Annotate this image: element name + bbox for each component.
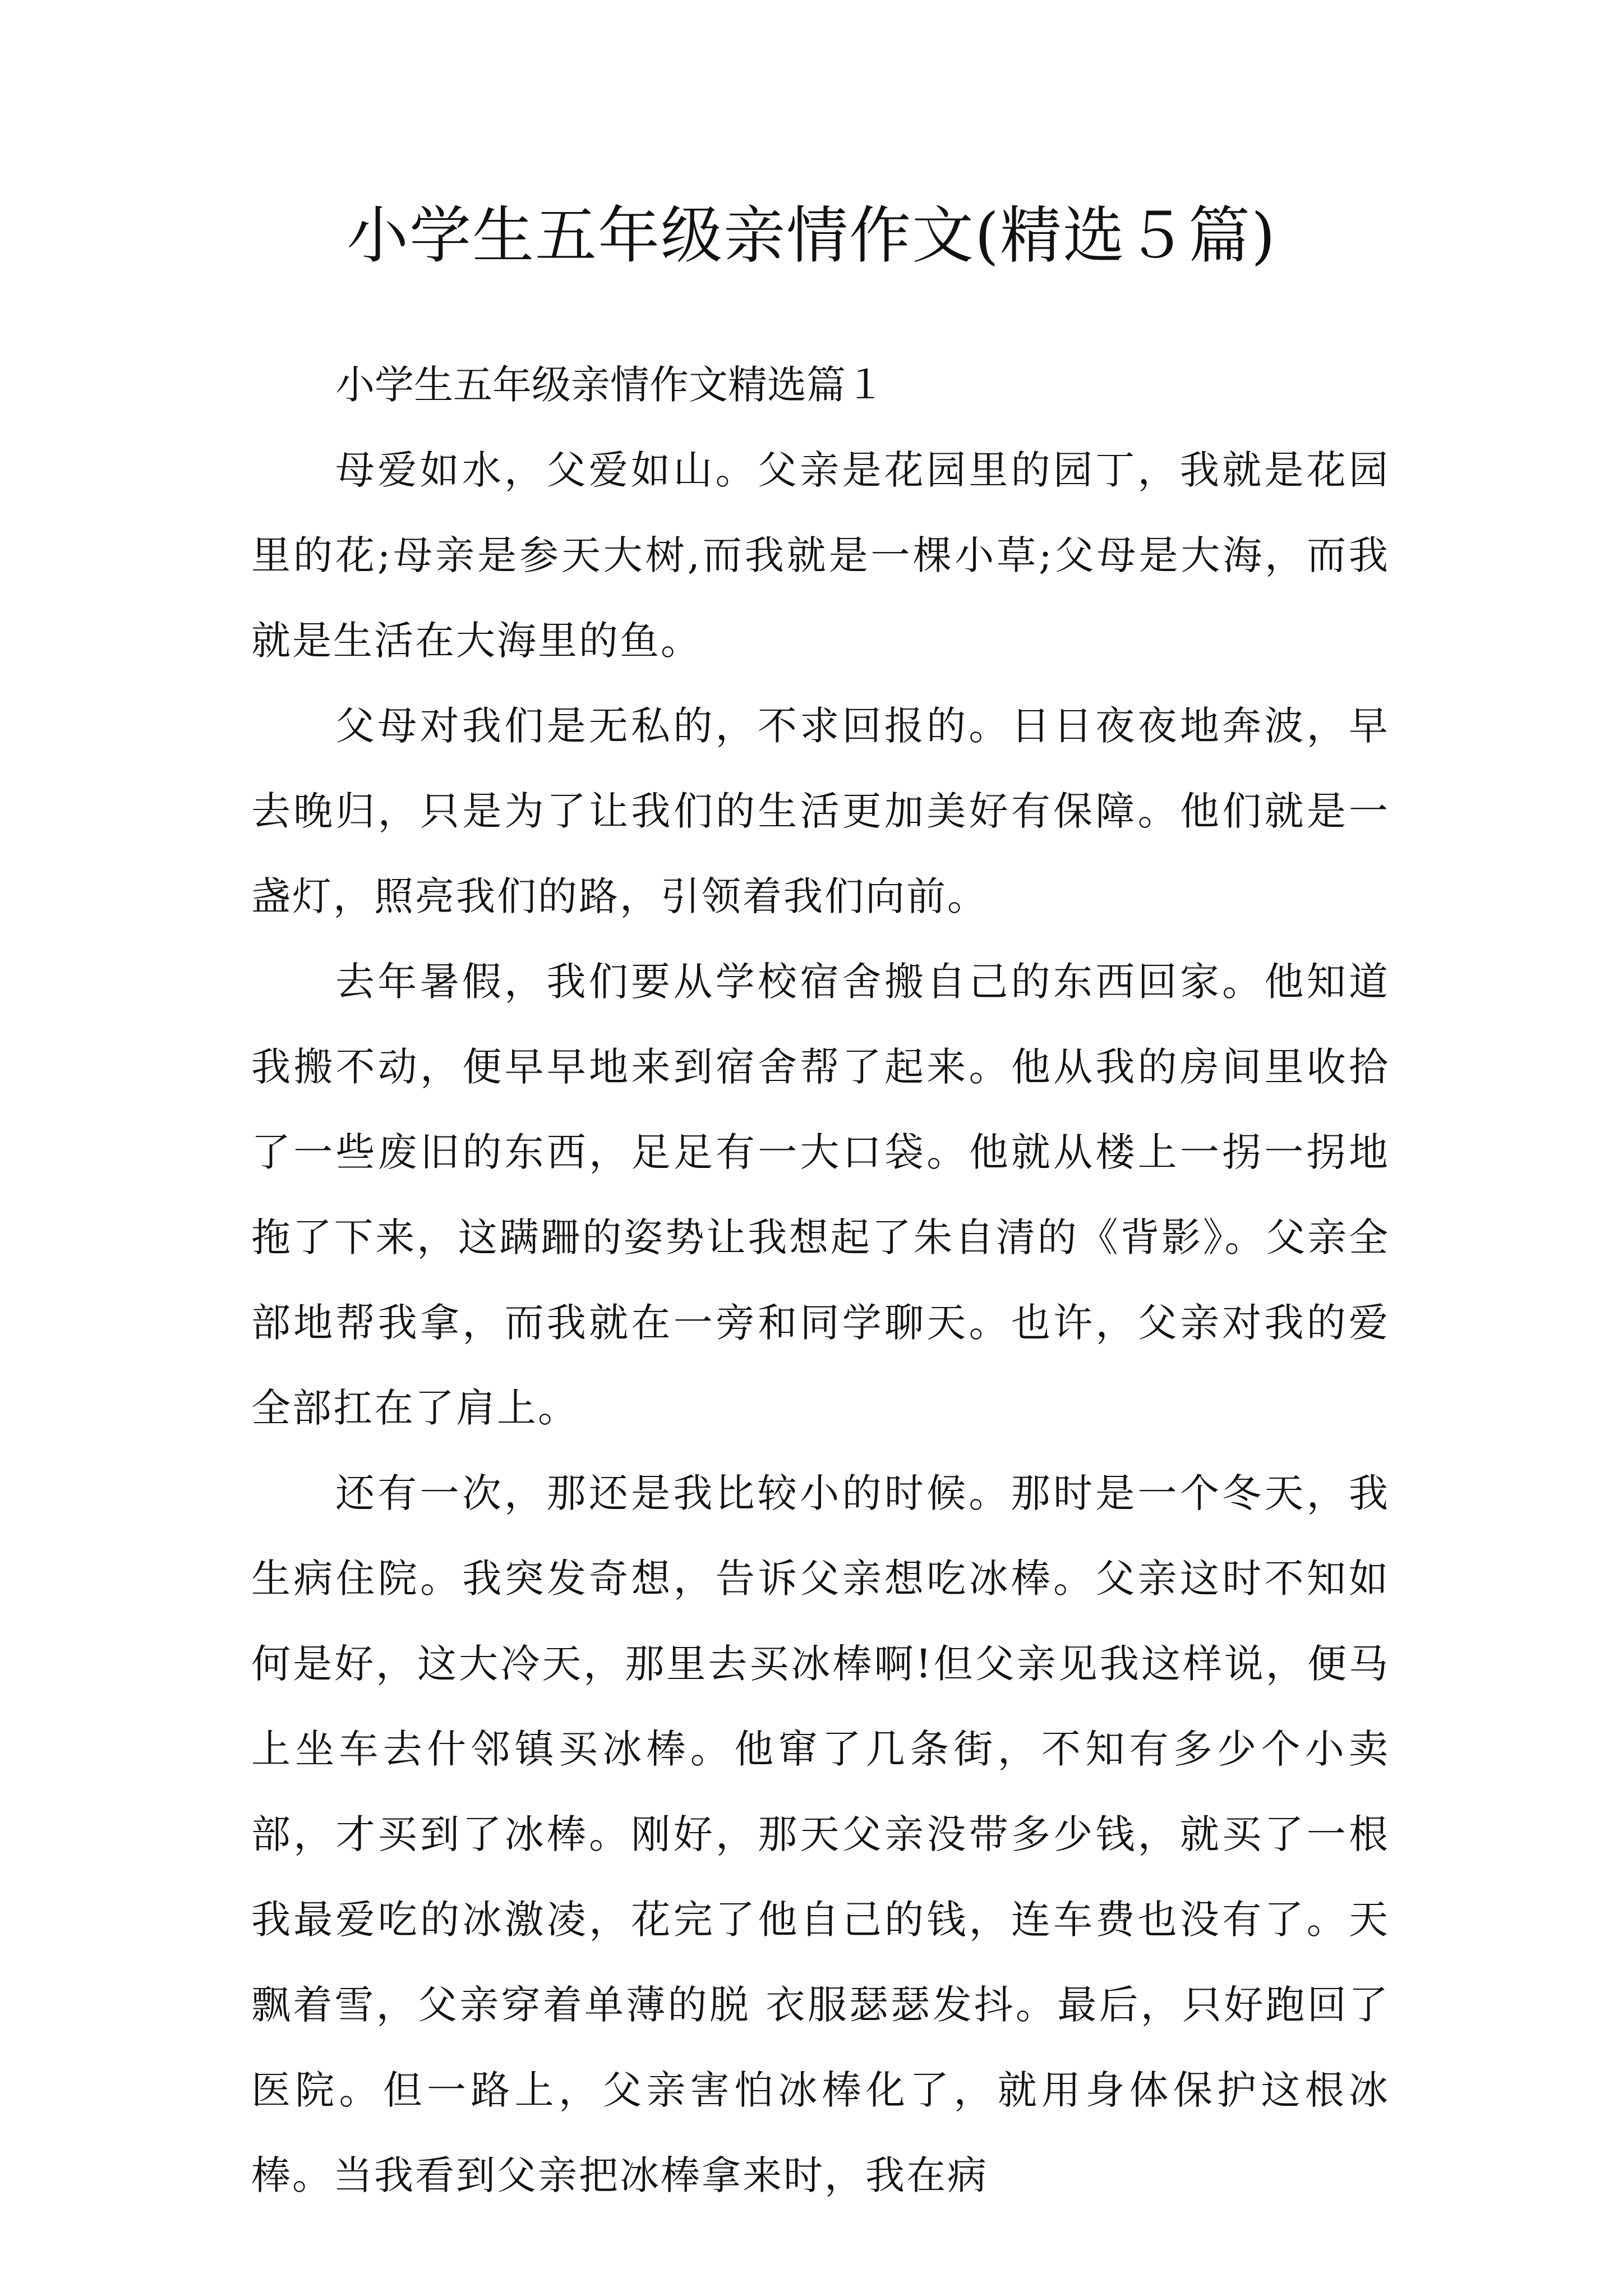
paragraph-3: 去年暑假，我们要从学校宿舍搬自己的东西回家。他知道我搬不动，便早早地来到宿舍帮了起来。他从我的房间里收拾了一些废旧的东西，足足有一大口袋。他就从楼上一拐一拐地拖了下来，这蹒跚的姿势让我想起了朱自清的《背影》。父亲全部地帮我拿，而我就在一旁和同学聊天。也许，父亲对我的爱全部扛在了肩上。 xyxy=(251,959,1390,1431)
document-title: 小学生五年级亲情作文(精选５篇) xyxy=(347,200,1276,272)
document-body xyxy=(251,342,1390,2218)
paragraph-2: 父母对我们是无私的，不求回报的。日日夜夜地奔波，早去晚归，只是为了让我们的生活更加美好有保障。他们就是一盏灯，照亮我们的路，引领着我们向前。 xyxy=(251,703,1390,919)
paragraph-1: 母爱如水，父爱如山。父亲是花园里的园丁，我就是花园里的花;母亲是参天大树,而我就是一棵小草;父母是大海，而我就是生活在大海里的鱼。 xyxy=(251,447,1390,664)
section-heading: 小学生五年级亲情作文精选篇１ xyxy=(335,362,885,408)
paragraph-4: 还有一次，那还是我比较小的时候。那时是一个冬天，我生病住院。我突发奇想，告诉父亲想吃冰棒。父亲这时不知如何是好，这大冷天，那里去买冰棒啊!但父亲见我这样说，便马上坐车去什邻镇买冰棒。他窜了几条街，不知有多少个小卖部，才买到了冰棒。刚好，那天父亲没带多少钱，就买了一根我最爱吃的冰激凌，花完了他自己的钱，连车费也没有了。天飘着雪，父亲穿着单薄的脱 衣服瑟瑟发抖。最后，只好跑回了医院。但一路上，父亲害怕冰棒化了，就用身体保护这根冰棒。当我看到父亲把冰棒拿来时，我在病 xyxy=(251,1470,1390,2198)
